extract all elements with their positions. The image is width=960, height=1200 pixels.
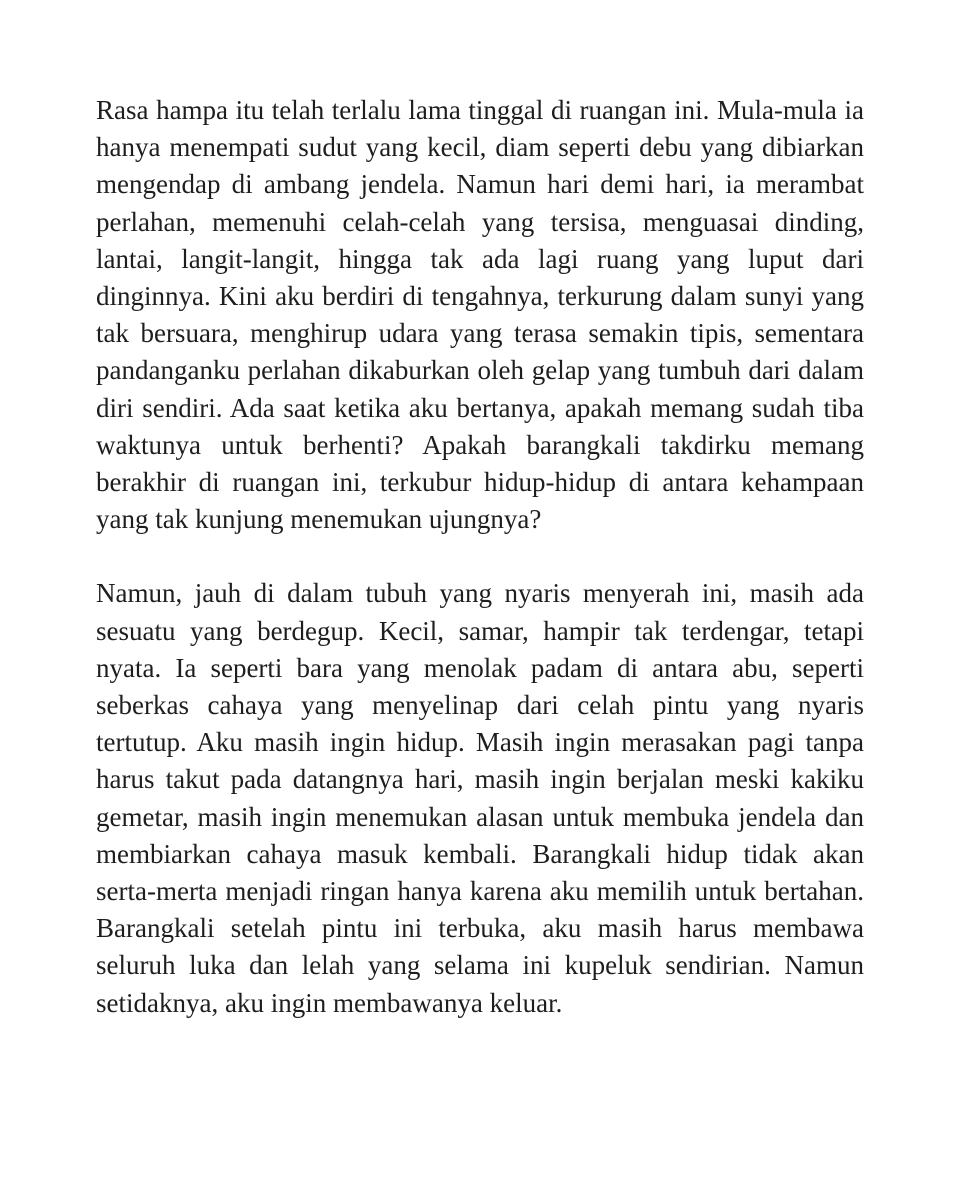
document-body	[96, 92, 864, 1022]
paragraph-1: Rasa hampa itu telah terlalu lama tinggal di ruangan ini. Mula-mula ia hanya menempati sudut yang kecil, diam seperti debu yang dibiarkan mengendap di ambang jendela. Namun hari demi hari, ia merambat perlahan, memenuhi celah-celah yang tersisa, menguasai dinding, lantai, langit-langit, hingga tak ada lagi ruang yang luput dari dinginnya. Kini aku berdiri di tengahnya, terkurung dalam sunyi yang tak bersuara, menghirup udara yang terasa semakin tipis, sementara pandanganku perlahan dikaburkan oleh gelap yang tumbuh dari dalam diri sendiri. Ada saat ketika aku bertanya, apakah memang sudah tiba waktunya untuk berhenti? Apakah barangkali takdirku memang berakhir di ruangan ini, terkubur hidup-hidup di antara kehampaan yang tak kunjung menemukan ujungnya?	[96, 95, 864, 535]
paragraph-2: Namun, jauh di dalam tubuh yang nyaris menyerah ini, masih ada sesuatu yang berdegup. Kecil, samar, hampir tak terdengar, tetapi nyata. Ia seperti bara yang menolak padam di antara abu, seperti seberkas cahaya yang menyelinap dari celah pintu yang nyaris tertutup. Aku masih ingin hidup. Masih ingin merasakan pagi tanpa harus takut pada datangnya hari, masih ingin berjalan meski kakiku gemetar, masih ingin menemukan alasan untuk membuka jendela dan membiarkan cahaya masuk kembali. Barangkali hidup tidak akan serta-merta menjadi ringan hanya karena aku memilih untuk bertahan. Barangkali setelah pintu ini terbuka, aku masih harus membawa seluruh luka dan lelah yang selama ini kupeluk sendirian. Namun setidaknya, aku ingin membawanya keluar.	[96, 578, 864, 1018]
